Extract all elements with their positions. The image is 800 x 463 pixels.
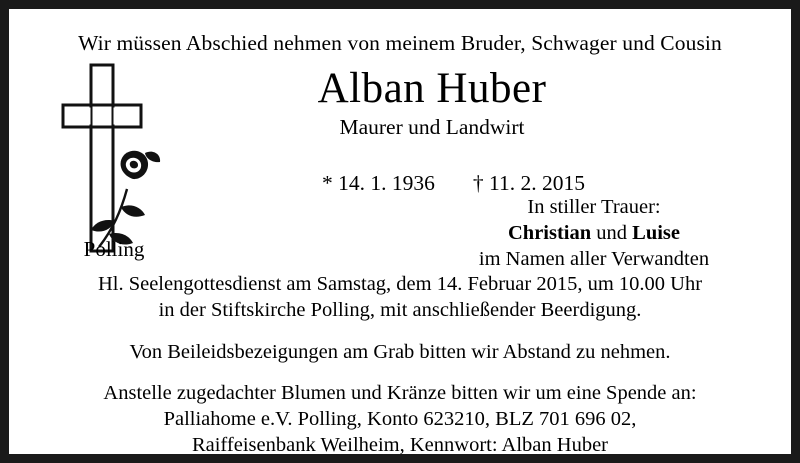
service-line-1: Hl. Seelengottesdienst am Samstag, dem 14. Februar 2015, um 10.00 Uhr: [97, 273, 703, 295]
body-text: [35, 271, 765, 458]
lead-text: Wir müssen Abschied nehmen von meinem Bruder, Schwager und Cousin: [78, 31, 722, 55]
obituary-inner: [9, 9, 791, 457]
birth-date: * 14. 1. 1936: [322, 170, 435, 195]
cross-icon: [55, 61, 175, 261]
death-date: † 11. 2. 2015: [472, 170, 585, 195]
mourners-names: [439, 220, 749, 246]
condolences-paragraph: Von Beileidsbezeigungen am Grab bitten wir Abstand zu nehmen.: [129, 341, 671, 364]
service-line-2: in der Stiftskirche Polling, mit anschließender Beerdigung.: [158, 299, 642, 322]
donation-line-1: Anstelle zugedachter Blumen und Kränze bitten wir um eine Spende an:: [103, 381, 697, 404]
donation-line-2: Palliahome e.V. Polling, Konto 623210, BLZ 701 696 02,: [163, 407, 637, 430]
service-paragraph: [35, 271, 765, 323]
mourners-conjunction: und: [591, 222, 633, 245]
profession: Maurer und Landwirt: [339, 114, 525, 139]
deceased-name: Alban Huber: [317, 64, 547, 112]
mourners-heading: In stiller Trauer:: [527, 196, 661, 218]
mourners-block: [439, 194, 749, 272]
donation-paragraph: [35, 380, 765, 459]
mourner-luise: Luise: [632, 222, 680, 245]
donation-line-3: Raiffeisenbank Weilheim, Kennwort: Alban Huber: [191, 434, 609, 457]
mourners-footer: im Namen aller Verwandten: [478, 248, 710, 271]
place-caption: Polling: [83, 237, 145, 261]
mourner-christian: Christian: [507, 222, 592, 245]
